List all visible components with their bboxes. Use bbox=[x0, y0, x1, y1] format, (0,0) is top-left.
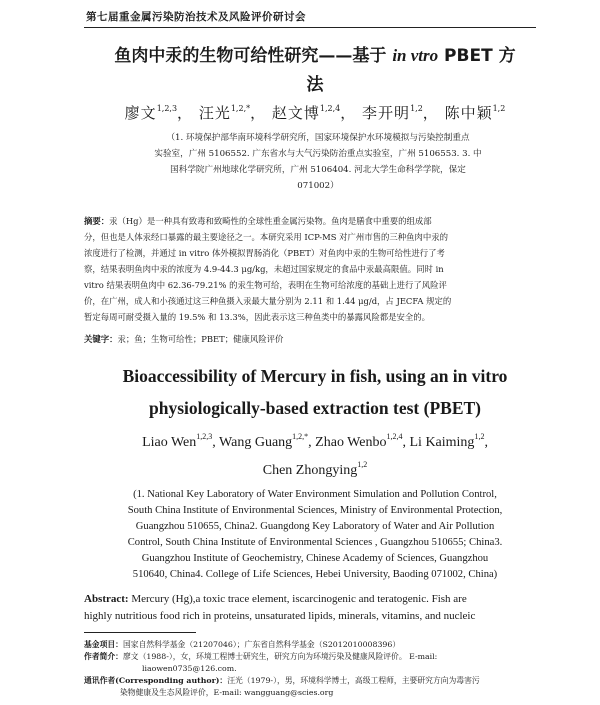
zh-author: 赵文博$^{1,2,4}$ bbox=[271, 104, 341, 122]
zh-keywords-label: 关键字： bbox=[84, 334, 118, 344]
en-affiliation-line: Control, South China Institute of Environmental Sciences , Guangzhou 510655; China3. bbox=[127, 537, 503, 548]
zh-abstract-line: 暂定每周可耐受摄入量的 19.5% 和 13.3%，因此表示这三种鱼类中的暴露风险都是安全的。 bbox=[84, 312, 430, 322]
zh-author: 陈中颖$^{1,2}$ bbox=[444, 104, 506, 122]
zh-keywords-text: 汞；鱼；生物可给性；PBET；健康风险评价 bbox=[117, 334, 284, 344]
zh-title-italic: in vtro bbox=[392, 46, 439, 65]
zh-title-end: PBET 方 bbox=[444, 46, 516, 66]
en-authors-line-1: Liao Wen$^{1,2,3}$, Wang Guang$^{1,2,*}$, Zhao Wenbo$^{1,2,4}$, Li Kaiming$^{1,2}$, bbox=[142, 432, 488, 450]
zh-author: 廖文$^{1,2,3}$ bbox=[124, 104, 178, 122]
zh-abstract-line: 分，但也是人体汞经口暴露的最主要途径之一。本研究采用 ICP-MS 对广州市售的三种鱼肉中汞的 bbox=[84, 232, 448, 242]
footnote-corresponding-cont: 染物健康及生态风险评价，E-mail: wangguang@scies.org bbox=[120, 688, 334, 697]
en-abstract-line: Abstract: Mercury (Hg),a toxic trace element, iscarcinogenic and teratogenic. Fish are bbox=[84, 593, 467, 605]
en-author: Chen Zhongying$^{1,2}$ bbox=[262, 460, 368, 478]
en-affiliation-line: Guangzhou 510655, China2. Guangdong Key Laboratory of Water and Air Pollution bbox=[135, 521, 495, 532]
zh-abstract-line: 价，在广州，成人和小孩通过这三种鱼摄入汞最大量分别为 2.11 和 1.44 μg/d，占 JECFA 规定的 bbox=[84, 296, 452, 306]
footnote-author-email: liaowen0735@126.com. bbox=[142, 664, 237, 673]
zh-abstract-line: 摘要：汞（Hg）是一种具有致毒和致畸性的全球性重金属污染物。鱼肉是膳食中重要的组成部 bbox=[84, 216, 432, 226]
footnote-author-bio: 作者简介：廖文（1988-），女，环境工程博士研究生，研究方向为环境污染及健康风险评价。 E-mail: bbox=[84, 652, 438, 661]
en-author: Zhao Wenbo$^{1,2,4}$ bbox=[315, 432, 403, 450]
zh-abstract-line: vitro 结果表明鱼肉中 62.36-79.21% 的汞生物可给，表明在生物可给浓度的基础上进行了风险评 bbox=[84, 280, 447, 290]
zh-affiliation-line: 国科学院广州地球化学研究所，广州 5106404. 河北大学生命科学学院，保定 bbox=[170, 165, 466, 175]
zh-title-text: 鱼肉中汞的生物可给性研究——基于 bbox=[114, 46, 387, 66]
zh-keywords bbox=[84, 333, 283, 345]
zh-abstract-line: 浓度进行了检测，并通过 in vitro 体外模拟胃肠消化（PBET）对鱼肉中汞的生物可给性进行了考 bbox=[84, 248, 445, 258]
zh-affiliation-line: （1. 环境保护部华南环境科学研究所，国家环境保护水环境模拟与污染控制重点 bbox=[166, 133, 470, 143]
en-author: Liao Wen$^{1,2,3}$ bbox=[142, 432, 213, 450]
footnote-rule bbox=[84, 632, 196, 633]
zh-title-line-2: 法 bbox=[306, 75, 324, 95]
en-affiliation-line: (1. National Key Laboratory of Water Environment Simulation and Pollution Control, bbox=[133, 489, 497, 500]
en-abstract-line: highly nutritious food rich in proteins, unsaturated lipids, minerals, vitamins, and nucleic bbox=[84, 610, 476, 622]
running-header: 第七届重金属污染防治技术及风险评价研讨会 bbox=[86, 11, 306, 23]
zh-abstract-label: 摘要： bbox=[84, 216, 110, 226]
en-affiliation-line: South China Institute of Environmental Sciences, Ministry of Environmental Protection, bbox=[127, 505, 503, 516]
en-authors-line-2 bbox=[80, 460, 550, 479]
zh-author: 李开明$^{1,2}$ bbox=[362, 104, 423, 122]
zh-authors: 廖文$^{1,2,3}$， 汪光$^{1,2,*}$， 赵文博$^{1,2,4}$， 李开明$^{1,2}$， 陈中颖$^{1,2}$ bbox=[124, 104, 506, 122]
en-title-line-1: Bioaccessibility of Mercury in fish, using an in vitro bbox=[122, 366, 508, 386]
en-affiliation-line: Guangzhou Institute of Geochemistry, Chinese Academy of Sciences, Guangzhou bbox=[141, 553, 489, 564]
en-abstract-label: Abstract: bbox=[84, 593, 129, 605]
en-author: Wang Guang$^{1,2,*}$ bbox=[219, 432, 309, 450]
footnote-corresponding: 通讯作者(Corresponding author)：汪光（1979-），男，环境科学博士，高级工程师，主要研究方向为毒害污 bbox=[84, 676, 480, 685]
en-affiliation-line: 510640, China4. College of Life Sciences, Hebei University, Baoding 071002, China) bbox=[132, 569, 498, 580]
footnote-funding: 基金项目：国家自然科学基金（21207046）；广东省自然科学基金（S2012010008396） bbox=[84, 640, 401, 649]
zh-author: 汪光$^{1,2,*}$ bbox=[198, 104, 251, 122]
zh-affiliation-line: 实验室，广州 5106552. 广东省水与大气污染防治重点实验室，广州 5106553. 3. 中 bbox=[154, 149, 482, 159]
zh-abstract-line: 察，结果表明鱼肉中汞的浓度为 4.9-44.3 μg/kg，未超过国家规定的食品中汞最高限值。同时 in bbox=[84, 264, 444, 274]
en-author: Li Kaiming$^{1,2}$ bbox=[409, 432, 485, 450]
zh-title-line-1 bbox=[80, 43, 550, 69]
zh-affiliation-line: 071002） bbox=[297, 181, 339, 191]
en-title-line-2: physiologically-based extraction test (PBET) bbox=[149, 398, 481, 418]
header-rule bbox=[84, 27, 536, 28]
